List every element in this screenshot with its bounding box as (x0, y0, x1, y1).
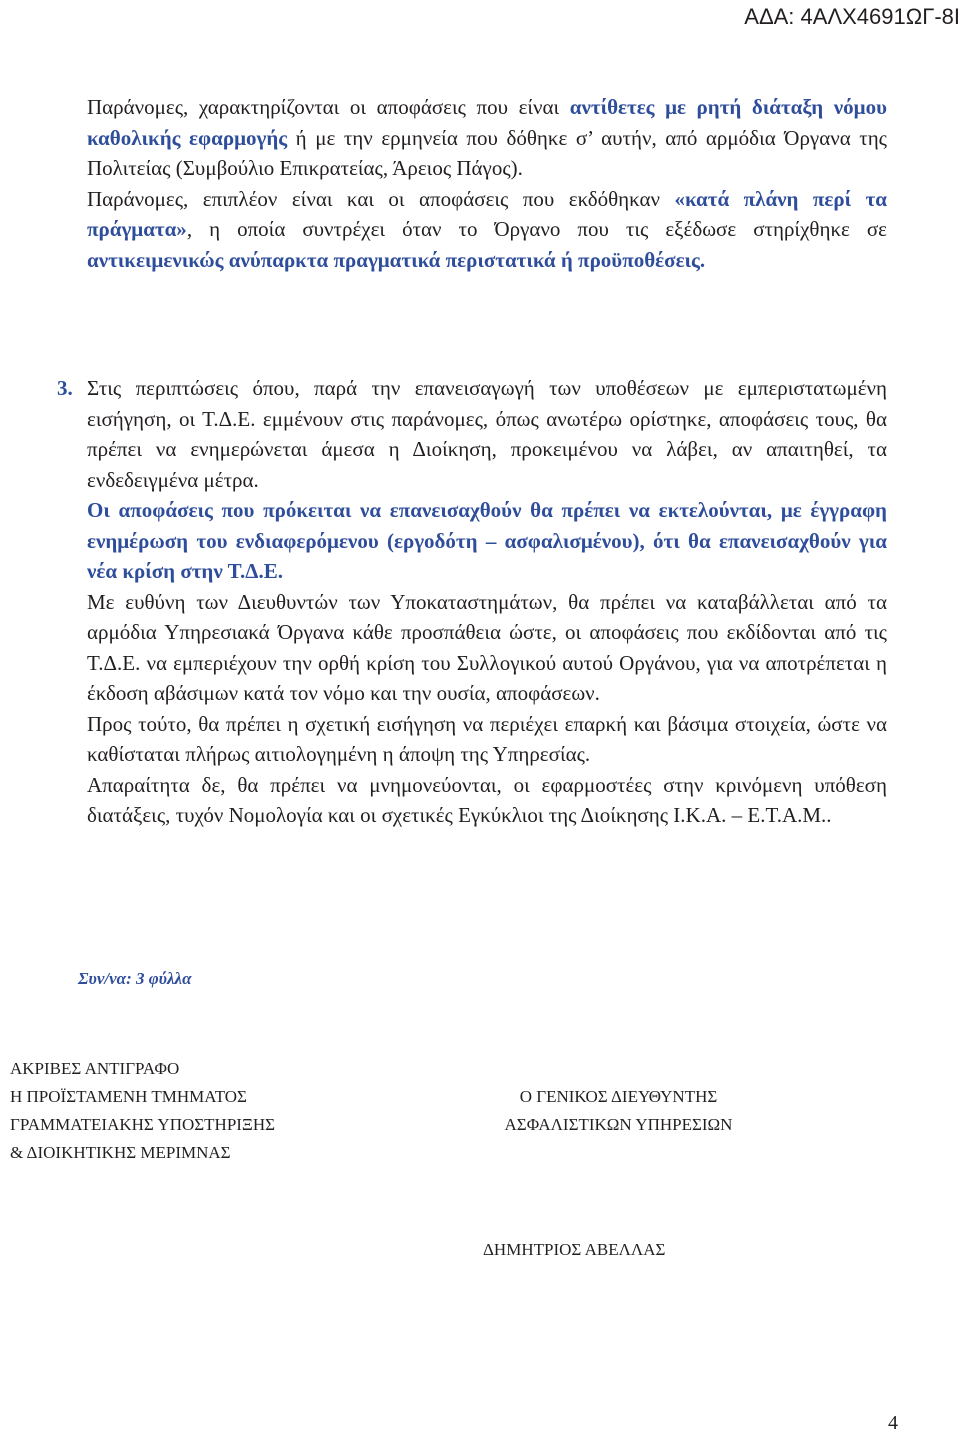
intro-p2-emphasis-quote: «κατά πλάνη περί τα πράγματα» (87, 186, 888, 241)
signature-left-line-1: ΑΚΡΙΒΕΣ ΑΝΤΙΓΡΑΦΟ (10, 1059, 180, 1078)
signature-right-line-2: ΑΣΦΑΛΙΣΤΙΚΩΝ ΥΠΗΡΕΣΙΩΝ (504, 1115, 733, 1134)
attachments-note: Συν/να: 3 φύλλα (78, 969, 192, 988)
section-3-number: 3. (57, 376, 73, 400)
section-3-paragraph-5: Απαραίτητα δε, θα πρέπει να μνημονεύονται, οι εφαρμοστέες στην κρινόμενη υπόθεση διατάξεις, τυχόν Νομολογία και οι σχετικές Εγκύκλιοι της Διοίκησης Ι.Κ.Α. – Ε.Τ.Α.Μ.. (87, 772, 887, 827)
intro-p1-text-c: ή με την ερμηνεία που δόθηκε σ’ αυτήν, από αρμόδια Όργανα της Πολιτείας (Συμβούλιο Επικρατείας, Άρειος Πάγος). (87, 125, 887, 180)
signature-block-left (10, 1055, 275, 1167)
signature-left-line-4: & ΔΙΟΙΚΗΤΙΚΗΣ ΜΕΡΙΜΝΑΣ (10, 1143, 231, 1162)
section-3-paragraph-4: Προς τούτο, θα πρέπει η σχετική εισήγηση να περιέχει επαρκή και βάσιμα στοιχεία, ώστε να καθίσταται πλήρως αιτιολογημένη η άποψη της Υπηρεσίας. (87, 711, 887, 766)
section-3-paragraph-1: Στις περιπτώσεις όπου, παρά την επανεισαγωγή των υποθέσεων με εμπεριστατωμένη εισήγηση, οι Τ.Δ.Ε. εμμένουν στις παράνομες, όπως ανωτέρω ορίστηκε, αποφάσεις τους, θα πρέπει να ενημερώνεται άμεσα η Διοίκηση, προκειμένου να λάβει, αν απαιτηθεί, τα ενδεδειγμένα μέτρα. (87, 376, 887, 492)
intro-p2-text-c: , η οποία συντρέχει όταν το Όργανο που τις εξέδωσε στηρίχθηκε σε (186, 217, 887, 241)
intro-p1-emphasis: αντίθετες με ρητή διάταξη νόμου καθολικής εφαρμογής (87, 95, 887, 150)
intro-paragraph-1 (87, 92, 887, 184)
signatory-name: ΔΗΜΗΤΡΙΟΣ ΑΒΕΛΛΑΣ (483, 1240, 666, 1259)
section-3-paragraph-2-emphasis: Οι αποφάσεις που πρόκειται να επανεισαχθούν θα πρέπει να εκτελούνται, με έγγραφη ενημέρωση του ενδιαφερόμενου (εργοδότη – ασφαλισμένου), ότι θα επανεισαχθούν για νέα κρίση στην Τ.Δ.Ε. (87, 498, 887, 583)
section-3 (57, 373, 887, 831)
intro-p2-emphasis-facts: αντικειμενικώς ανύπαρκτα πραγματικά περιστατικά ή προϋποθέσεις. (87, 247, 706, 272)
signature-right-line-1: Ο ΓΕΝΙΚΟΣ ΔΙΕΥΘΥΝΤΗΣ (519, 1087, 718, 1106)
signature-left-line-3: ΓΡΑΜΜΑΤΕΙΑΚΗΣ ΥΠΟΣΤΗΡΙΞΗΣ (10, 1115, 276, 1134)
intro-paragraph-2 (87, 184, 887, 276)
intro-p2-text-a: Παράνομες, επιπλέον είναι και οι αποφάσεις που εκδόθηκαν (87, 186, 675, 211)
section-3-paragraph-3: Με ευθύνη των Διευθυντών των Υποκαταστημάτων, θα πρέπει να καταβάλλεται από τα αρμόδια Υπηρεσιακά Όργανα κάθε προσπάθεια ώστε, οι αποφάσεις που εκδίδονται από τις Τ.Δ.Ε. να εμπεριέχουν την ορθή κρίση του Συλλογικού αυτού Οργάνου, για να αποτρέπεται η έκδοση αβάσιμων κατά τον νόμο και την ουσία, αποφάσεων. (87, 589, 887, 705)
ada-code: ΑΔΑ: 4ΑΛΧ4691ΩΓ-8Ι (744, 4, 960, 29)
signature-block-right (462, 1083, 775, 1139)
intro-p1-text-a: Παράνομες, χαρακτηρίζονται οι αποφάσεις που είναι (87, 95, 570, 119)
page-number: 4 (888, 1412, 898, 1434)
signature-left-line-2: Η ΠΡΟΪΣΤΑΜΕΝΗ ΤΜΗΜΑΤΟΣ (10, 1087, 247, 1106)
intro-section (87, 92, 887, 275)
